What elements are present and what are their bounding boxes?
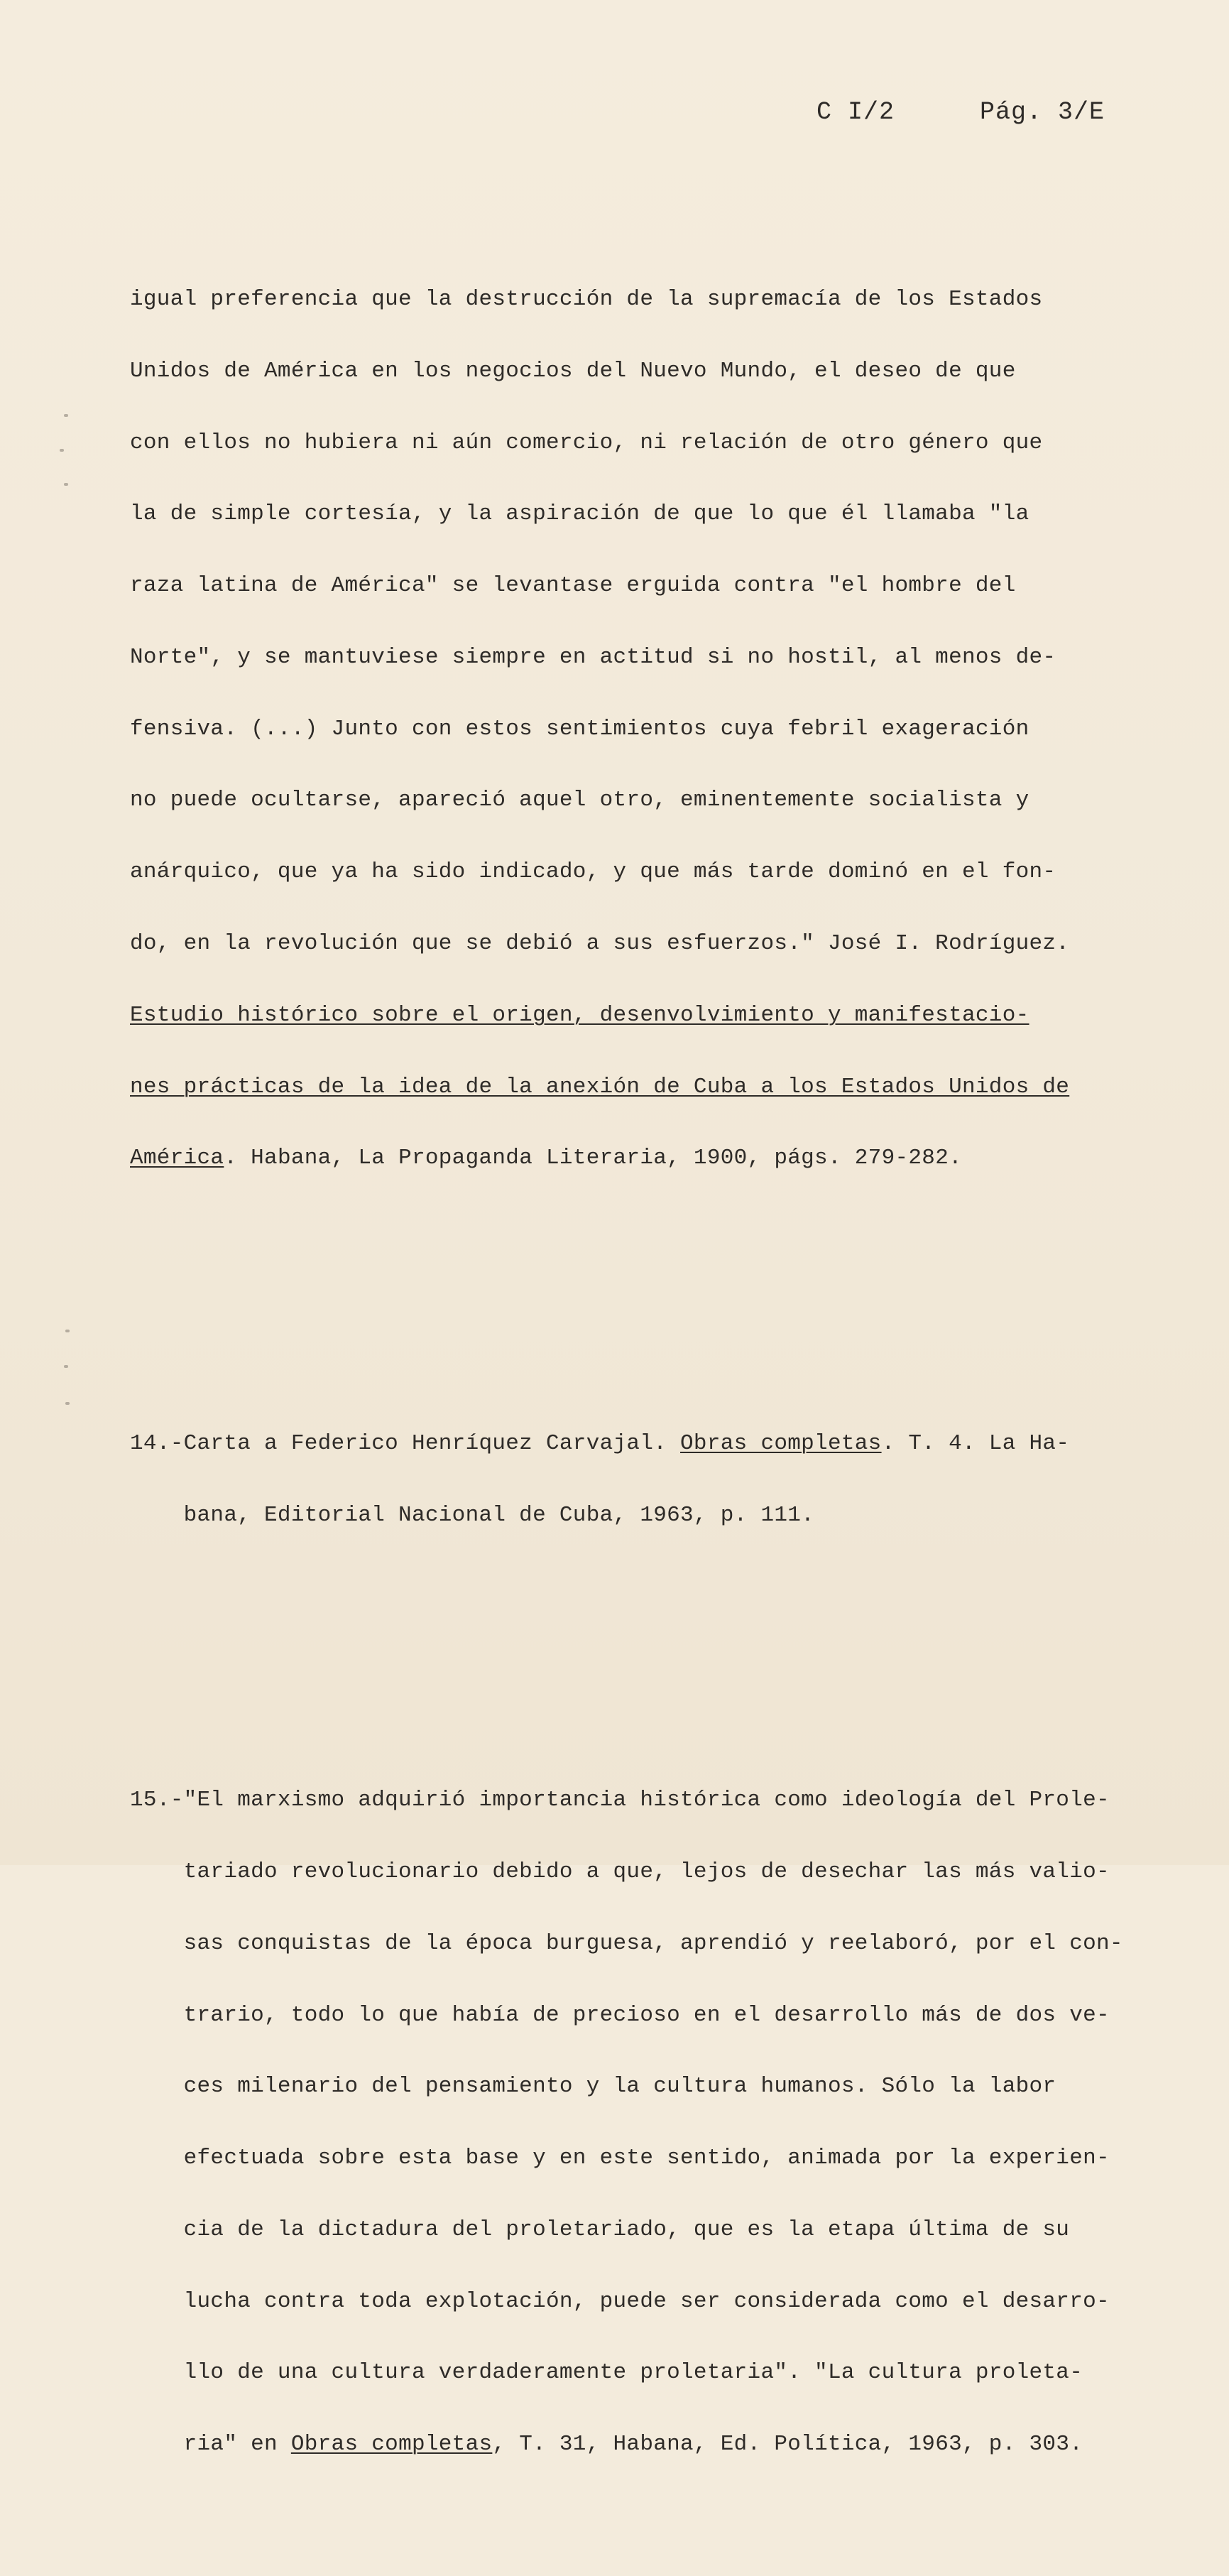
margin-mark [64,414,68,417]
note-13-line: la de simple cortesía, y la aspiración de que lo que él llamaba "la [130,501,1029,527]
note-13-title-end: América [130,1146,224,1171]
note-15 [130,1741,1145,2504]
margin-mark [64,483,68,486]
page-header [816,98,1105,126]
note-15-line: sas conquistas de la época burguesa, aprendió y reelaboró, por el con- [130,1930,1123,1956]
note-13-title-line: Estudio histórico sobre el origen, desenvolvimiento y manifestacio- [130,1002,1029,1028]
page-number: Pág. 3/E [980,98,1105,126]
note-15-last-prefix: ria" en [130,2432,291,2457]
note-15-line: ces milenario del pensamiento y la cultura humanos. Sólo la labor [130,2074,1056,2099]
note-15-citation: , T. 31, Habana, Ed. Política, 1963, p. 303. [492,2432,1083,2457]
note-14-rest: . T. 4. La Ha- [881,1430,1070,1456]
document-code: C I/2 [816,98,895,126]
margin-mark [65,1402,70,1405]
note-13-line: Unidos de América en los negocios del Nuevo Mundo, el deseo de que [130,358,1016,384]
note-13-line: raza latina de América" se levantase erguida contra "el hombre del [130,573,1016,599]
note-13-line: Norte", y se mantuviese siempre en actitud si no hostil, al menos de- [130,644,1056,670]
note-14-line: bana, Editorial Nacional de Cuba, 1963, p. 111. [130,1502,815,1528]
note-13-last-line [130,1146,1145,1170]
note-13-line: no puede ocultarse, apareció aquel otro, eminentemente socialista y [130,788,1029,813]
note-15-line: 15.-"El marxismo adquirió importancia histórica como ideología del Prole- [130,1788,1110,1813]
note-13-line: fensiva. (...) Junto con estos sentimientos cuya febril exageración [130,716,1029,741]
note-14-title: Obras completas [680,1430,882,1456]
note-15-line: efectuada sobre esta base y en este sentido, animada por la experien- [130,2146,1110,2171]
footnotes-body [130,168,1145,2576]
margin-mark [60,449,64,452]
note-14-line [130,1432,1145,1456]
note-13-line: con ellos no hubiera ni aún comercio, ni relación de otro género que [130,430,1043,455]
note-13-line: do, en la revolución que se debió a sus esfuerzos." José I. Rodríguez. [130,931,1070,956]
note-13-line: igual preferencia que la destrucción de la supremacía de los Estados [130,286,1043,312]
note-13-continuation [130,240,1145,1218]
note-15-last-line [130,2433,1145,2457]
note-15-line: tariado revolucionario debido a que, lejos de desechar las más valio- [130,1859,1110,1884]
note-14 [130,1384,1145,1575]
note-13-line: anárquico, que ya ha sido indicado, y que más tarde dominó en el fon- [130,859,1056,885]
note-13-title-line: nes prácticas de la idea de la anexión de Cuba a los Estados Unidos de [130,1074,1070,1099]
note-15-line: lucha contra toda explotación, puede ser considerada como el desarro- [130,2288,1110,2314]
note-13-citation: . Habana, La Propaganda Literaria, 1900, págs. 279-282. [224,1146,962,1171]
note-15-line: llo de una cultura verdaderamente proletaria". "La cultura proleta- [130,2360,1083,2386]
margin-mark [64,1365,68,1368]
note-15-title: Obras completas [290,2432,493,2457]
note-14-prefix: 14.-Carta a Federico Henríquez Carvajal. [130,1430,681,1456]
note-15-line: trario, todo lo que había de precioso en el desarrollo más de dos ve- [130,2002,1110,2028]
margin-mark [65,1330,70,1332]
note-15-line: cia de la dictadura del proletariado, que es la etapa última de su [130,2217,1070,2242]
